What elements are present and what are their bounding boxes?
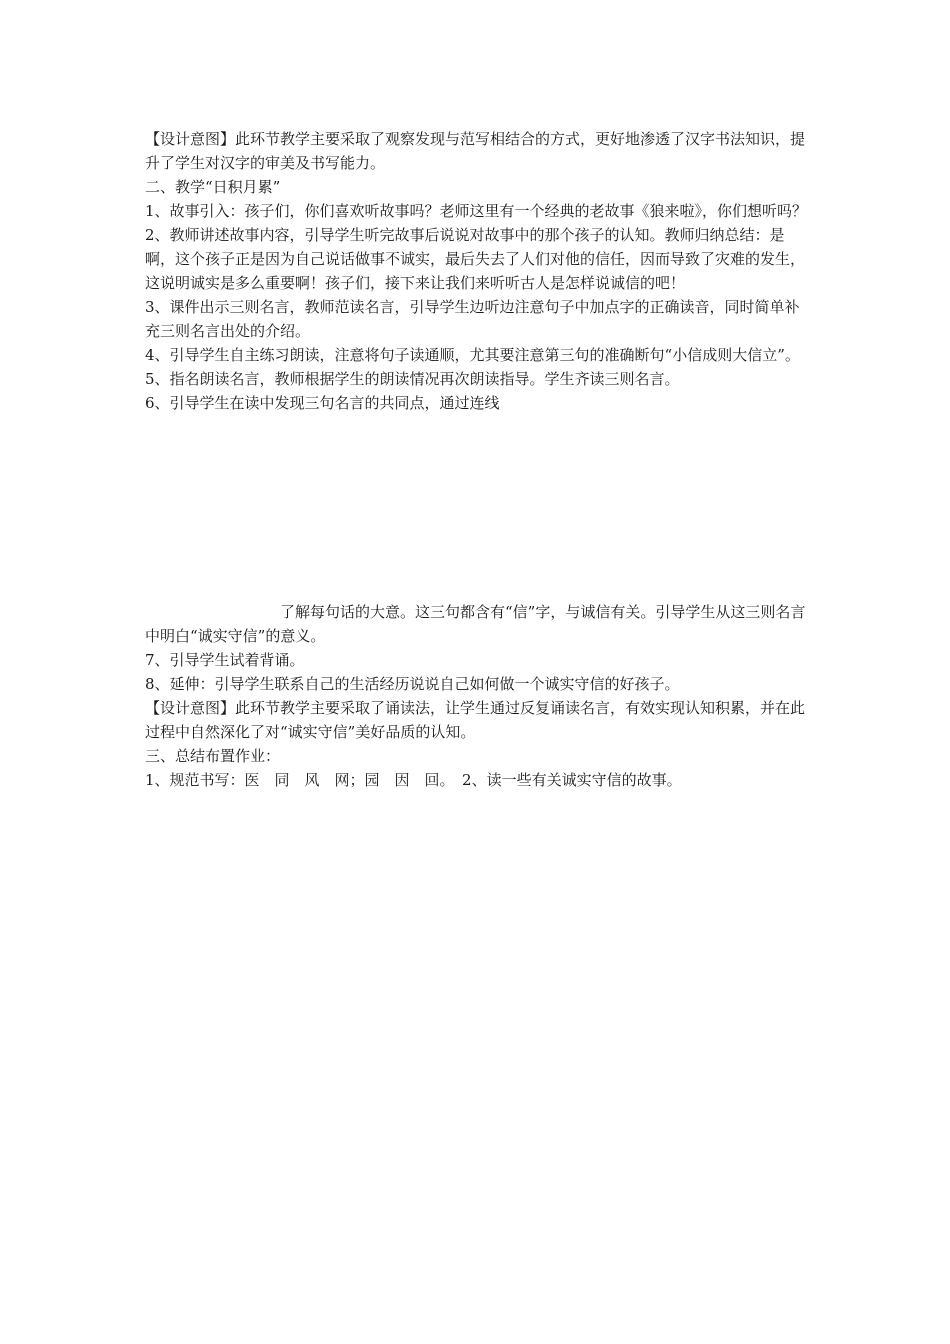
step-4-paragraph: 4、引导学生自主练习朗读，注意将句子读通顺，尤其要注意第三句的准确断句“小信成则大信立”。 bbox=[145, 346, 800, 364]
homework-paragraph: 1、规范书写：医 同 风 网；园 因 回。 2、读一些有关诚实守信的故事。 bbox=[145, 771, 682, 789]
step-8-paragraph: 8、延伸：引导学生联系自己的生活经历说说自己如何做一个诚实守信的好孩子。 bbox=[145, 675, 680, 693]
section-heading-3: 三、总结布置作业： bbox=[145, 747, 281, 765]
step-3-paragraph: 3、课件出示三则名言，教师范读名言，引导学生边听边注意句子中加点字的正确读音，同时简单补充三则名言出处的介绍。 bbox=[145, 298, 800, 340]
step-5-paragraph: 5、指名朗读名言，教师根据学生的朗读情况再次朗读指导。学生齐读三则名言。 bbox=[145, 370, 680, 388]
design-intent-paragraph-1: 【设计意图】此环节教学主要采取了观察发现与范写相结合的方式，更好地渗透了汉字书法知识，提升了学生对汉字的审美及书写能力。 bbox=[145, 130, 806, 172]
step-7-paragraph: 7、引导学生试着背诵。 bbox=[145, 651, 305, 669]
step-1-paragraph: 1、故事引入：孩子们，你们喜欢听故事吗？老师这里有一个经典的老故事《狼来啦》，你们想听吗？ bbox=[145, 202, 808, 220]
text-block-upper bbox=[145, 127, 810, 415]
step-6-continuation: 了解每句话的大意。这三句都含有“信”字，与诚信有关。引导学生从这三则名言中明白“诚实守信”的意义。 bbox=[145, 603, 806, 645]
section-heading-2: 二、教学“日积月累” bbox=[145, 178, 281, 196]
step-2-paragraph: 2、教师讲述故事内容，引导学生听完故事后说说对故事中的那个孩子的认知。教师归纳总结：是啊，这个孩子正是因为自己说话做事不诚实，最后失去了人们对他的信任，因而导致了灾难的发生，这说明诚实是多么重要啊！孩子们，接下来让我们来听听古人是怎样说诚信的吧！ bbox=[145, 226, 806, 292]
design-intent-paragraph-2: 【设计意图】此环节教学主要采取了诵读法，让学生通过反复诵读名言，有效实现认知积累，并在此过程中自然深化了对“诚实守信”美好品质的认知。 bbox=[145, 699, 806, 741]
step-6-paragraph: 6、引导学生在读中发现三句名言的共同点，通过连线 bbox=[145, 394, 500, 412]
text-block-lower bbox=[145, 600, 810, 792]
